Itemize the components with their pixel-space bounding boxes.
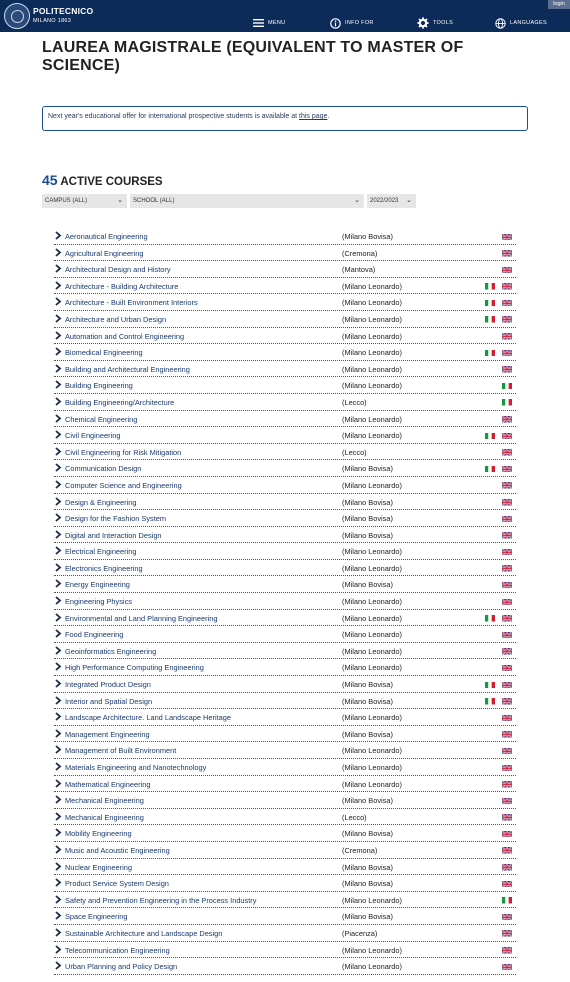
uk-flag-icon xyxy=(502,548,512,555)
course-campus: (Lecco) xyxy=(342,447,367,457)
uk-flag-icon xyxy=(502,864,512,871)
uk-flag-icon xyxy=(502,581,512,588)
chevron-right-icon[interactable] xyxy=(54,613,62,622)
uk-flag-icon xyxy=(502,416,512,423)
course-campus: (Milano Leonardo) xyxy=(342,547,402,557)
course-name-link[interactable]: Environmental and Land Planning Engineering xyxy=(65,613,218,623)
course-name-link[interactable]: Space Engineering xyxy=(65,912,128,922)
hamburger-icon xyxy=(253,19,264,27)
course-campus: (Milano Leonardo) xyxy=(342,563,402,573)
course-name-link[interactable]: Building and Architectural Engineering xyxy=(65,364,190,374)
course-campus: (Milano Leonardo) xyxy=(342,414,402,424)
course-row[interactable] xyxy=(54,825,516,842)
course-name-link[interactable]: Civil Engineering for Risk Mitigation xyxy=(65,447,182,457)
italian-flag-icon xyxy=(502,399,512,406)
chevron-right-icon[interactable] xyxy=(54,646,62,655)
course-row[interactable] xyxy=(54,892,516,909)
course-name-link[interactable]: Management of Built Environment xyxy=(65,746,177,756)
course-row[interactable] xyxy=(54,294,516,311)
course-name-link[interactable]: Food Engineering xyxy=(65,630,124,640)
course-campus: (Milano Bovisa) xyxy=(342,729,393,739)
course-name-link[interactable]: Computer Science and Engineering xyxy=(65,480,182,490)
notice-box xyxy=(42,106,528,131)
chevron-right-icon[interactable] xyxy=(54,248,62,257)
course-campus: (Milano Bovisa) xyxy=(342,497,393,507)
italian-flag-icon xyxy=(485,283,495,290)
chevron-right-icon[interactable] xyxy=(54,862,62,871)
course-row[interactable] xyxy=(54,527,516,544)
tools-label: TOOLS xyxy=(433,20,454,26)
course-name-link[interactable]: Building Engineering xyxy=(65,381,133,391)
chevron-right-icon[interactable] xyxy=(54,712,62,721)
course-campus: (Milano Leonardo) xyxy=(342,763,402,772)
chevron-right-icon[interactable] xyxy=(54,331,62,340)
course-campus: (Milano Leonardo) xyxy=(342,630,402,640)
course-row[interactable] xyxy=(54,261,516,278)
course-campus: (Milano Bovisa) xyxy=(342,862,393,872)
course-name-link[interactable]: Architecture - Built Environment Interiors xyxy=(65,298,198,308)
chevron-right-icon[interactable] xyxy=(54,928,62,937)
course-row[interactable] xyxy=(54,228,516,245)
course-campus: (Milano Leonardo) xyxy=(342,779,402,789)
chevron-right-icon[interactable] xyxy=(54,662,62,671)
uk-flag-icon xyxy=(502,648,512,655)
uk-flag-icon xyxy=(502,266,512,273)
top-navigation-bar xyxy=(0,0,570,32)
course-campus: (Milano Leonardo) xyxy=(342,713,402,723)
course-row[interactable] xyxy=(54,510,516,527)
course-campus: (Milano Bovisa) xyxy=(342,796,393,806)
chevron-right-icon[interactable] xyxy=(54,596,62,605)
chevron-right-icon[interactable] xyxy=(54,447,62,456)
uk-flag-icon xyxy=(502,349,512,356)
globe-icon xyxy=(495,18,506,29)
course-name-link[interactable]: Telecommunication Engineering xyxy=(65,945,170,955)
course-name-link[interactable]: Electronics Engineering xyxy=(65,563,143,573)
course-campus: (Cremona) xyxy=(342,845,378,855)
course-campus: (Mantova) xyxy=(342,265,376,275)
chevron-down-icon: ⌄ xyxy=(117,197,123,204)
course-campus: (Milano Bovisa) xyxy=(342,879,393,889)
course-campus: (Milano Leonardo) xyxy=(342,298,402,308)
school-filter-value: SCHOOL (ALL) xyxy=(133,198,175,204)
course-row[interactable] xyxy=(54,576,516,593)
chevron-right-icon[interactable] xyxy=(54,762,62,771)
year-filter-select[interactable] xyxy=(367,194,416,208)
course-name-link[interactable]: Chemical Engineering xyxy=(65,414,138,424)
course-name-link[interactable]: Agricultural Engineering xyxy=(65,248,144,258)
course-row[interactable] xyxy=(54,344,516,361)
course-name-link[interactable]: Design & Engineering xyxy=(65,497,137,507)
uk-flag-icon xyxy=(502,299,512,306)
course-name-link[interactable]: Building Engineering/Architecture xyxy=(65,397,175,407)
course-row[interactable] xyxy=(54,311,516,328)
chevron-right-icon[interactable] xyxy=(54,497,62,506)
uk-flag-icon xyxy=(502,880,512,887)
chevron-right-icon[interactable] xyxy=(54,779,62,788)
chevron-right-icon[interactable] xyxy=(54,945,62,954)
uk-flag-icon xyxy=(502,947,512,954)
course-row[interactable] xyxy=(54,444,516,461)
course-campus: (Milano Bovisa) xyxy=(342,232,393,241)
uk-flag-icon xyxy=(502,698,512,705)
course-campus: (Milano Leonardo) xyxy=(342,895,402,905)
course-name-link[interactable]: Sustainable Architecture and Landscape Design xyxy=(65,928,223,938)
course-name-link[interactable]: Mechanical Engineering xyxy=(65,812,144,822)
course-name-link[interactable]: Safety and Prevention Engineering in the Process Industry xyxy=(65,895,257,905)
login-button[interactable]: login xyxy=(548,0,570,9)
menu-label: MENU xyxy=(268,20,286,26)
uk-flag-icon xyxy=(502,764,512,771)
course-name-link[interactable]: Product Service System Design xyxy=(65,879,169,889)
languages-button[interactable] xyxy=(495,17,547,29)
italian-flag-icon xyxy=(485,465,495,472)
chevron-right-icon[interactable] xyxy=(54,264,62,273)
chevron-right-icon[interactable] xyxy=(54,546,62,555)
course-campus: (Milano Leonardo) xyxy=(342,597,402,607)
course-name-link[interactable]: Mathematical Engineering xyxy=(65,779,151,789)
course-name-link[interactable]: Mechanical Engineering xyxy=(65,796,144,806)
chevron-right-icon[interactable] xyxy=(54,347,62,356)
course-name-link[interactable]: Mobility Engineering xyxy=(65,829,132,839)
uk-flag-icon xyxy=(502,333,512,340)
uk-flag-icon xyxy=(502,283,512,290)
uk-flag-icon xyxy=(502,366,512,373)
uk-flag-icon xyxy=(502,681,512,688)
uk-flag-icon xyxy=(502,482,512,489)
course-list xyxy=(54,228,516,975)
italian-flag-icon xyxy=(485,681,495,688)
brand-line2: MILANO 1863 xyxy=(33,18,72,24)
italian-flag-icon xyxy=(502,897,512,904)
uk-flag-icon xyxy=(502,930,512,937)
italian-flag-icon xyxy=(485,432,495,439)
italian-flag-icon xyxy=(485,698,495,705)
chevron-right-icon[interactable] xyxy=(54,480,62,489)
course-row[interactable] xyxy=(54,593,516,610)
course-campus: (Cremona) xyxy=(342,248,378,258)
uk-flag-icon xyxy=(502,847,512,854)
course-campus: (Milano Bovisa) xyxy=(342,696,393,706)
course-name-link[interactable]: Engineering Physics xyxy=(65,597,132,607)
course-campus: (Milano Bovisa) xyxy=(342,680,393,690)
gear-icon xyxy=(417,17,429,29)
course-row[interactable] xyxy=(54,693,516,710)
politecnico-logo-icon[interactable] xyxy=(4,3,30,29)
chevron-right-icon[interactable] xyxy=(54,729,62,738)
course-row[interactable] xyxy=(54,494,516,511)
uk-flag-icon xyxy=(502,233,512,240)
course-campus: (Milano Bovisa) xyxy=(342,912,393,922)
course-campus: (Milano Leonardo) xyxy=(342,663,402,673)
chevron-right-icon[interactable] xyxy=(54,314,62,323)
course-row[interactable] xyxy=(54,908,516,925)
italian-flag-icon xyxy=(485,299,495,306)
chevron-right-icon[interactable] xyxy=(54,895,62,904)
course-campus: (Milano Bovisa) xyxy=(342,530,393,540)
uk-flag-icon xyxy=(502,797,512,804)
course-row[interactable] xyxy=(54,560,516,577)
course-campus: (Milano Leonardo) xyxy=(342,331,402,341)
course-name-link[interactable]: Biomedical Engineering xyxy=(65,348,143,358)
uk-flag-icon xyxy=(502,499,512,506)
course-row[interactable] xyxy=(54,659,516,676)
uk-flag-icon xyxy=(502,814,512,821)
course-campus: (Milano Leonardo) xyxy=(342,281,402,291)
course-name-link[interactable]: High Performance Computing Engineering xyxy=(65,663,204,673)
chevron-right-icon[interactable] xyxy=(54,563,62,572)
uk-flag-icon xyxy=(502,781,512,788)
course-campus: (Milano Leonardo) xyxy=(342,945,402,955)
notice-text: Next year's educational offer for international prospective students is available at xyxy=(48,113,298,120)
course-campus: (Milano Leonardo) xyxy=(342,746,402,756)
uk-flag-icon xyxy=(502,963,512,970)
course-row[interactable] xyxy=(54,245,516,262)
uk-flag-icon xyxy=(502,631,512,638)
chevron-right-icon[interactable] xyxy=(54,297,62,306)
uk-flag-icon xyxy=(502,913,512,920)
course-row[interactable] xyxy=(54,875,516,892)
uk-flag-icon xyxy=(502,731,512,738)
course-campus: (Milano Bovisa) xyxy=(342,514,393,524)
course-name-link[interactable]: Automation and Control Engineering xyxy=(65,331,185,341)
course-row[interactable] xyxy=(54,942,516,959)
chevron-right-icon[interactable] xyxy=(54,795,62,804)
chevron-right-icon[interactable] xyxy=(54,812,62,821)
course-campus: (Milano Leonardo) xyxy=(342,314,402,324)
course-name-link[interactable]: Nuclear Engineering xyxy=(65,862,132,872)
uk-flag-icon xyxy=(502,432,512,439)
uk-flag-icon xyxy=(502,747,512,754)
course-campus: (Milano Leonardo) xyxy=(342,364,402,374)
course-name-link[interactable]: Integrated Product Design xyxy=(65,680,151,690)
chevron-right-icon[interactable] xyxy=(54,231,62,240)
course-row[interactable] xyxy=(54,278,516,295)
uk-flag-icon xyxy=(502,664,512,671)
chevron-right-icon[interactable] xyxy=(54,911,62,920)
course-row[interactable] xyxy=(54,776,516,793)
chevron-right-icon[interactable] xyxy=(54,430,62,439)
course-name-link[interactable]: Materials Engineering and Nanotechnology xyxy=(65,763,207,772)
course-name-link[interactable]: Architecture and Urban Design xyxy=(65,314,167,324)
chevron-right-icon[interactable] xyxy=(54,380,62,389)
course-row[interactable] xyxy=(54,460,516,477)
italian-flag-icon xyxy=(502,382,512,389)
notice-end: . xyxy=(327,113,330,120)
course-campus: (Milano Leonardo) xyxy=(342,480,402,490)
brand-line1: POLITECNICO xyxy=(33,6,94,16)
tools-button[interactable] xyxy=(417,17,453,29)
course-name-link[interactable]: Geoinformatics Engineering xyxy=(65,646,157,656)
uk-flag-icon xyxy=(502,830,512,837)
chevron-right-icon[interactable] xyxy=(54,281,62,290)
course-name-link[interactable]: Architecture - Building Architecture xyxy=(65,281,179,291)
school-filter-select[interactable] xyxy=(130,194,364,208)
course-row[interactable] xyxy=(54,742,516,759)
italian-flag-icon xyxy=(485,316,495,323)
course-row[interactable] xyxy=(54,411,516,428)
year-filter-value: 2022/2023 xyxy=(370,198,399,204)
uk-flag-icon xyxy=(502,465,512,472)
chevron-right-icon[interactable] xyxy=(54,745,62,754)
course-name-link[interactable]: Electrical Engineering xyxy=(65,547,137,557)
brand-name[interactable] xyxy=(33,6,93,26)
campus-filter-value: CAMPUS (ALL) xyxy=(45,198,88,204)
chevron-right-icon[interactable] xyxy=(54,629,62,638)
course-campus: (Milano Leonardo) xyxy=(342,646,402,656)
course-campus: (Piacenza) xyxy=(342,928,378,938)
notice-link[interactable]: this page xyxy=(299,113,328,120)
course-row[interactable] xyxy=(54,328,516,345)
course-row[interactable] xyxy=(54,377,516,394)
chevron-right-icon[interactable] xyxy=(54,579,62,588)
course-name-link[interactable]: Interior and Spatial Design xyxy=(65,696,153,706)
uk-flag-icon xyxy=(502,598,512,605)
course-campus: (Milano Leonardo) xyxy=(342,348,402,358)
chevron-right-icon[interactable] xyxy=(54,878,62,887)
course-name-link[interactable]: Design for the Fashion System xyxy=(65,514,167,524)
info-for-label: INFO FOR xyxy=(345,20,374,26)
course-name-link[interactable]: Energy Engineering xyxy=(65,580,130,590)
course-name-link[interactable]: Aeronautical Engineering xyxy=(65,232,148,241)
course-row[interactable] xyxy=(54,643,516,660)
uk-flag-icon xyxy=(502,250,512,257)
uk-flag-icon xyxy=(502,565,512,572)
course-campus: (Lecco) xyxy=(342,397,367,407)
course-campus: (Milano Leonardo) xyxy=(342,431,402,441)
course-name-link[interactable]: Urban Planning and Policy Design xyxy=(65,962,178,972)
chevron-right-icon[interactable] xyxy=(54,961,62,970)
course-row[interactable] xyxy=(54,842,516,859)
uk-flag-icon xyxy=(502,615,512,622)
course-name-link[interactable]: Communication Design xyxy=(65,464,142,474)
page-title: LAUREA MAGISTRALE (EQUIVALENT TO MASTER OF SCIENCE) xyxy=(42,39,464,74)
course-campus: (Milano Bovisa) xyxy=(342,464,393,474)
course-row[interactable] xyxy=(54,958,516,975)
course-campus: (Milano Bovisa) xyxy=(342,580,393,590)
uk-flag-icon xyxy=(502,532,512,539)
course-row[interactable] xyxy=(54,610,516,627)
info-for-button[interactable] xyxy=(330,17,374,29)
course-row[interactable] xyxy=(54,427,516,444)
italian-flag-icon xyxy=(485,615,495,622)
course-row[interactable] xyxy=(54,676,516,693)
uk-flag-icon xyxy=(502,316,512,323)
course-name-link[interactable]: Architectural Design and History xyxy=(65,265,171,275)
course-name-link[interactable]: Landscape Architecture. Land Landscape Heritage xyxy=(65,713,231,723)
chevron-right-icon[interactable] xyxy=(54,463,62,472)
course-row[interactable] xyxy=(54,925,516,942)
course-row[interactable] xyxy=(54,792,516,809)
course-row[interactable] xyxy=(54,543,516,560)
course-row[interactable] xyxy=(54,394,516,411)
course-row[interactable] xyxy=(54,726,516,743)
chevron-right-icon[interactable] xyxy=(54,696,62,705)
course-row[interactable] xyxy=(54,859,516,876)
course-name-link[interactable]: Management Engineering xyxy=(65,729,150,739)
course-name-link[interactable]: Music and Acoustic Engineering xyxy=(65,845,170,855)
chevron-right-icon[interactable] xyxy=(54,397,62,406)
course-campus: (Milano Bovisa) xyxy=(342,829,393,839)
chevron-right-icon[interactable] xyxy=(54,530,62,539)
chevron-right-icon[interactable] xyxy=(54,845,62,854)
course-row[interactable] xyxy=(54,477,516,494)
uk-flag-icon xyxy=(502,515,512,522)
menu-button[interactable] xyxy=(253,17,285,29)
chevron-right-icon[interactable] xyxy=(54,414,62,423)
chevron-right-icon[interactable] xyxy=(54,364,62,373)
courses-count-label: ACTIVE COURSES xyxy=(60,176,163,188)
course-row[interactable] xyxy=(54,361,516,378)
chevron-right-icon[interactable] xyxy=(54,828,62,837)
course-campus: (Milano Leonardo) xyxy=(342,962,402,972)
campus-filter-select[interactable] xyxy=(42,194,127,208)
chevron-down-icon: ⌄ xyxy=(354,197,360,204)
italian-flag-icon xyxy=(485,349,495,356)
course-row[interactable] xyxy=(54,759,516,776)
course-campus: (Milano Leonardo) xyxy=(342,613,402,623)
chevron-right-icon[interactable] xyxy=(54,679,62,688)
uk-flag-icon xyxy=(502,714,512,721)
course-row[interactable] xyxy=(54,626,516,643)
course-name-link[interactable]: Civil Engineering xyxy=(65,431,121,441)
course-row[interactable] xyxy=(54,709,516,726)
courses-count: 45 xyxy=(42,172,58,188)
info-icon xyxy=(330,18,341,29)
course-campus: (Lecco) xyxy=(342,812,367,822)
course-campus: (Milano Leonardo) xyxy=(342,381,402,391)
chevron-down-icon: ⌄ xyxy=(406,197,412,204)
chevron-right-icon[interactable] xyxy=(54,513,62,522)
course-name-link[interactable]: Digital and Interaction Design xyxy=(65,530,162,540)
uk-flag-icon xyxy=(502,449,512,456)
course-row[interactable] xyxy=(54,809,516,826)
courses-count-heading xyxy=(42,172,163,188)
languages-label: LANGUAGES xyxy=(510,20,547,26)
